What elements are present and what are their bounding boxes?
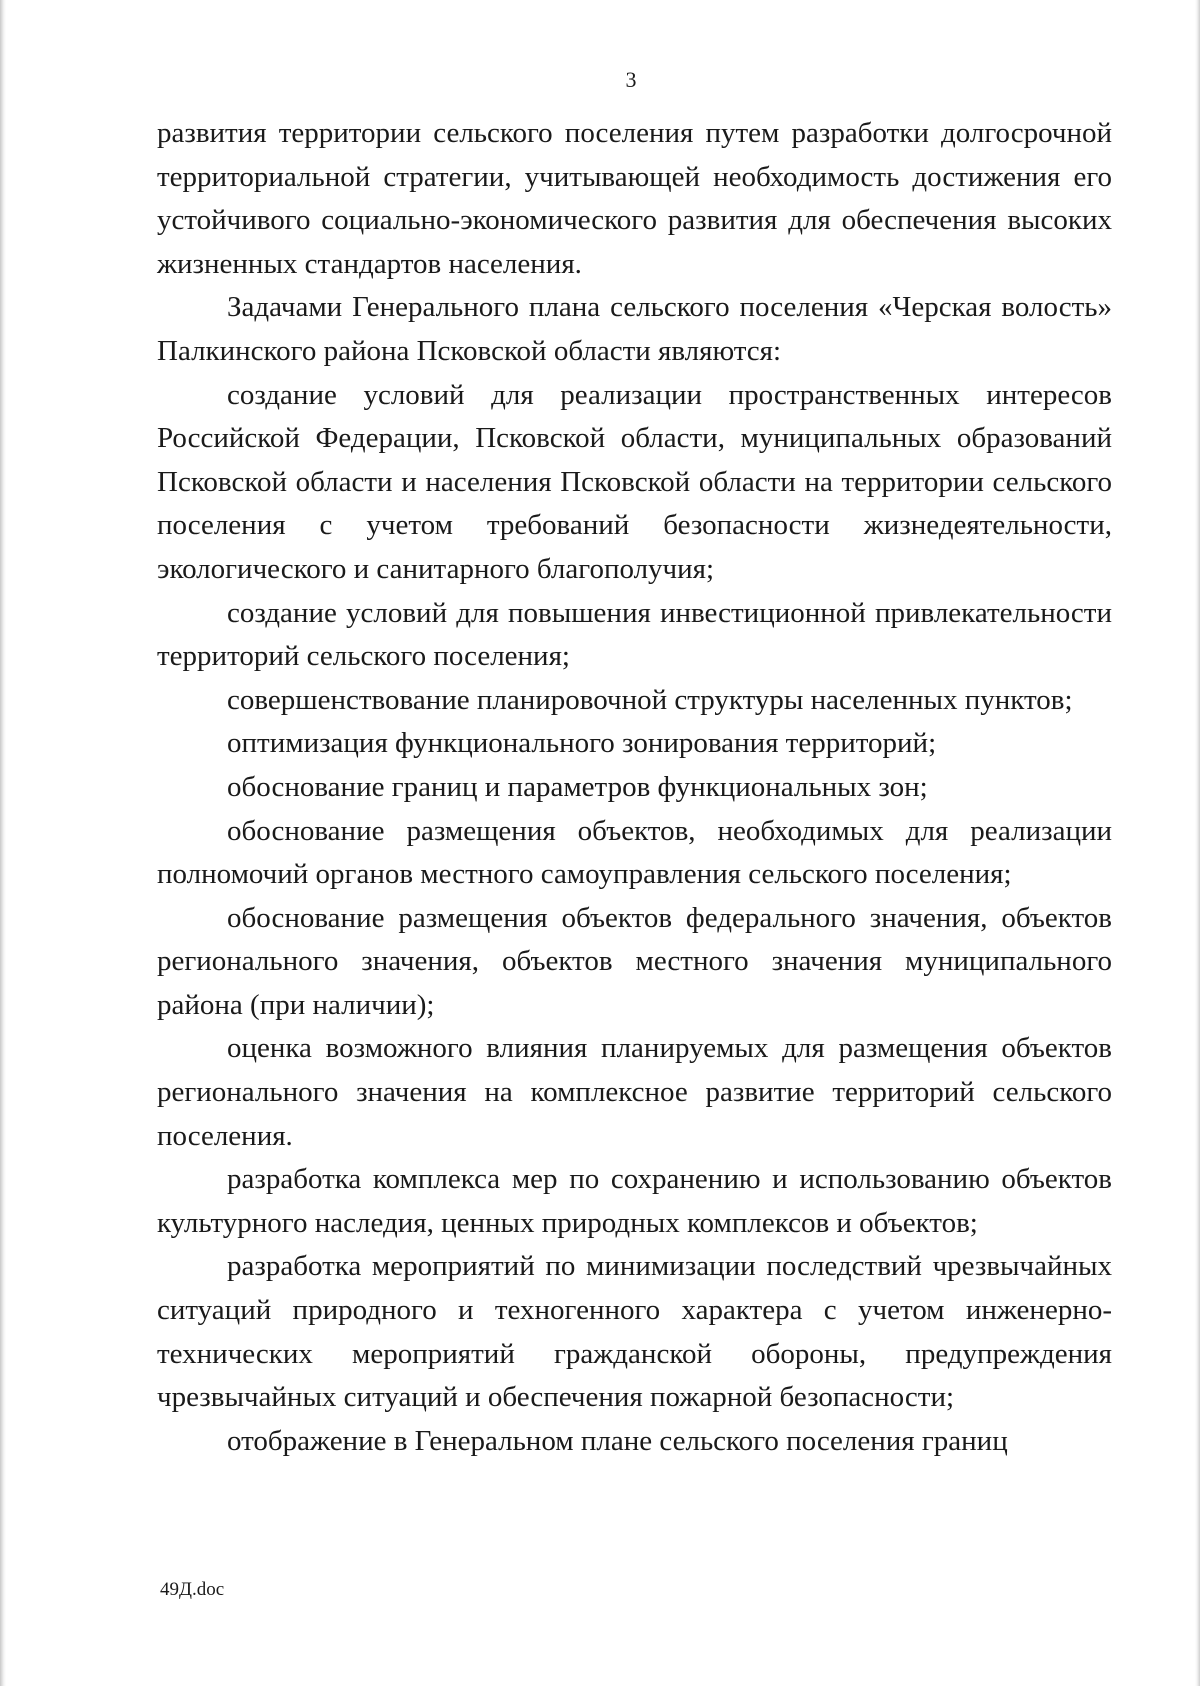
list-item: разработка мероприятий по минимизации последствий чрезвычайных ситуаций природного и техногенного характера с учетом инженерно-технических мероприятий гражданской обороны, предупреждения чрезвычайных ситуаций и обеспечения пожарной безопасности; <box>157 1250 1112 1414</box>
scan-edge-left <box>0 0 6 1686</box>
list-item: отображение в Генеральном плане сельского поселения границ <box>227 1424 1008 1457</box>
paragraph-continuation: развития территории сельского поселения путем разработки долгосрочной территориальной стратегии, учитывающей необходимость достижения его устойчивого социально-экономического развития для обеспечения высоких жизненных стандартов населения. <box>157 117 1112 280</box>
list-item: оптимизация функционального зонирования территорий; <box>227 727 937 760</box>
list-item: разработка комплекса мер по сохранению и использованию объектов культурного наследия, ценных природных комплексов и объектов; <box>157 1163 1112 1239</box>
paragraph-tasks-intro: Задачами Генерального плана сельского поселения «Черская волость» Палкинского района Псковской области являются: <box>157 291 1112 367</box>
list-item: обоснование размещения объектов федерального значения, объектов регионального значения, объектов местного значения муниципального района (при наличии); <box>157 901 1112 1021</box>
footer-filename: 49Д.doc <box>160 1579 225 1600</box>
scan-edge-right <box>1195 0 1200 1686</box>
list-item: обоснование размещения объектов, необходимых для реализации полномочий органов местного самоуправления сельского поселения; <box>157 814 1112 891</box>
list-item: обоснование границ и параметров функциональных зон; <box>227 770 928 803</box>
list-item: создание условий для реализации пространственных интересов Российской Федерации, Псковской области, муниципальных образований Псковской области и населения Псковской области на территории сельского поселения с учетом требований безопасности жизнедеятельности, экологического и санитарного благополучия; <box>157 378 1112 585</box>
list-item: оценка возможного влияния планируемых для размещения объектов регионального значения на комплексное развитие территорий сельского поселения. <box>157 1032 1112 1152</box>
list-item: совершенствование планировочной структуры населенных пунктов; <box>227 683 1073 716</box>
document-body <box>157 112 1112 1463</box>
list-item: создание условий для повышения инвестиционной привлекательности территорий сельского поселения; <box>157 596 1112 673</box>
page-number: 3 <box>625 67 637 92</box>
